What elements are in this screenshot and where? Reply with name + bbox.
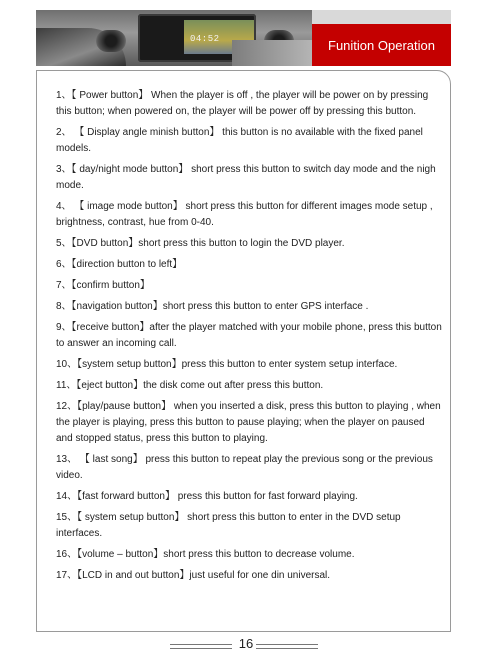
list-item: 17、【LCD in and out button】just useful for one din universal. xyxy=(56,570,331,581)
list-item: 3、【 day/night mode button】 short press this button to switch day mode and the nigh mode. xyxy=(56,164,436,191)
list-item: 5、【DVD button】short press this button to login the DVD player. xyxy=(56,238,345,249)
list-item: 15、【 system setup button】 short press this button to enter in the DVD setup interfaces. xyxy=(56,512,401,539)
air-vent-left xyxy=(96,30,126,52)
list-item: 4、 【 image mode button】 short press this button for different images mode setup , brightness, contrast, hue from 0-40. xyxy=(56,201,433,228)
head-unit-clock: 04:52 xyxy=(190,34,220,44)
page-header xyxy=(36,10,451,66)
dashboard-right-panel xyxy=(232,40,312,66)
list-item: 7、【confirm button】 xyxy=(56,280,150,291)
page-footer xyxy=(0,636,486,654)
page-number: 16 xyxy=(238,636,254,651)
footer-rule-right xyxy=(256,644,318,649)
list-item: 2、 【 Display angle minish button】 this button is no available with the fixed panel models. xyxy=(56,127,423,154)
footer-rule-left xyxy=(170,644,232,649)
list-item: 9、【receive button】after the player matched with your mobile phone, press this button to answer an incoming call. xyxy=(56,322,442,349)
list-item: 6、【direction button to left】 xyxy=(56,259,183,270)
button-description-list xyxy=(56,88,442,589)
list-item: 10、【system setup button】press this button to enter system setup interface. xyxy=(56,359,398,370)
list-item: 11、【eject button】the disk come out after press this button. xyxy=(56,380,324,391)
list-item: 14、【fast forward button】 press this button for fast forward playing. xyxy=(56,491,358,502)
list-item: 16、【volume – button】short press this button to decrease volume. xyxy=(56,549,355,560)
car-dashboard-photo xyxy=(36,10,312,66)
list-item: 13、 【 last song】 press this button to repeat play the previous song or the previous video. xyxy=(56,454,433,481)
list-item: 8、【navigation button】short press this button to enter GPS interface . xyxy=(56,301,369,312)
list-item: 1、【 Power button】 When the player is off , the player will be power on by pressing this button; when powered on, the player will be power off by pressing this button. xyxy=(56,90,429,117)
list-item: 12、【play/pause button】 when you inserted a disk, press this button to playing , when the player is playing, press this button to pause playing; when the player on paused and stopped status, press this button to playing. xyxy=(56,401,441,444)
section-title: Funition Operation xyxy=(312,24,451,66)
